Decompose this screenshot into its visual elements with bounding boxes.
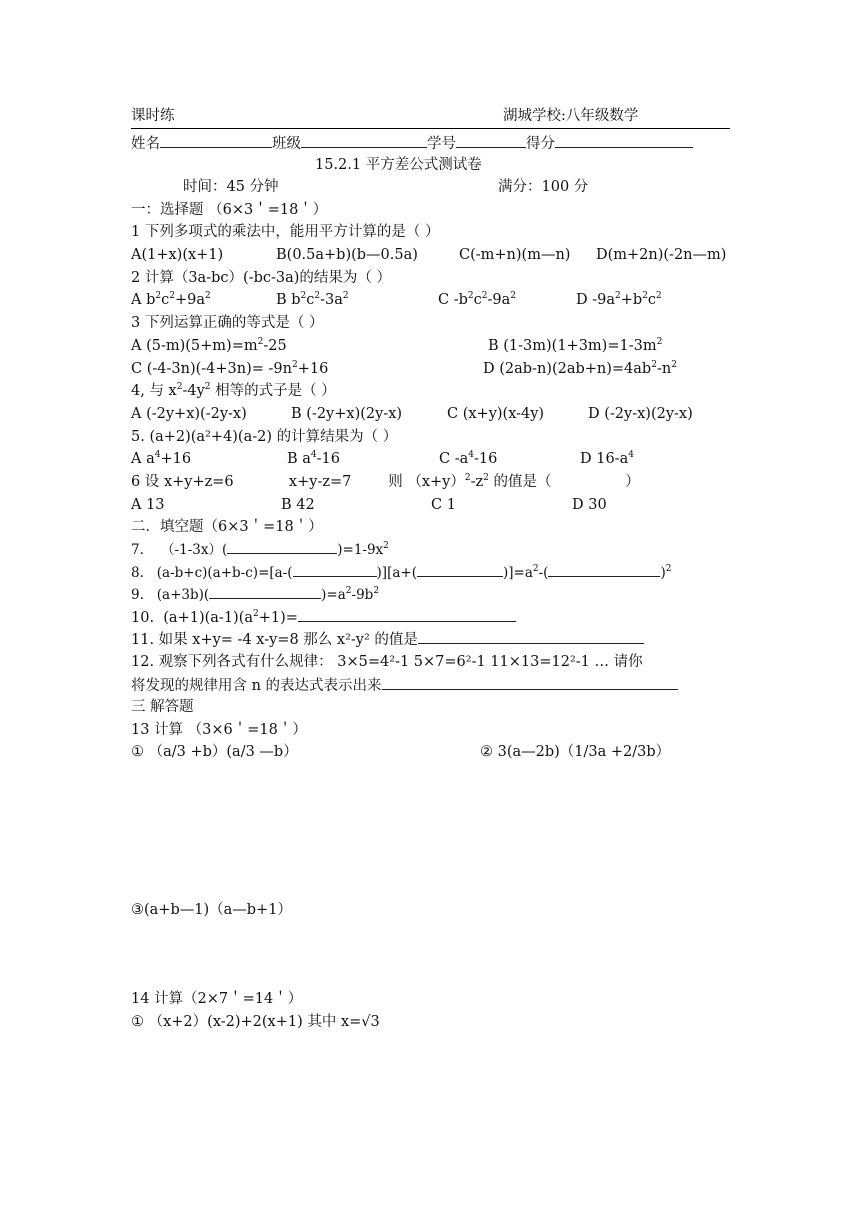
header-rule [131, 128, 730, 129]
q4-stem: 4, 与 $x^2-4y^2$ 相等的式子是（ ） [131, 382, 336, 399]
name-label: 姓名 [131, 136, 160, 152]
q6-option-a[interactable]: A 13 [131, 497, 165, 513]
full-score: 满分：100 分 [498, 179, 589, 195]
q8: 8. (a-b+c)(a+b-c)=[a-( )][a+( )]$=a^2-$( )$^2$ [131, 564, 672, 581]
q13-part-2: ② 3(a—2b)（1/3a +2/3b） [480, 744, 671, 760]
q11-text: 11. 如果 x+y= -4 x-y=8 那么 x²-y² 的值是 [131, 632, 418, 648]
score-label: 得分 [526, 136, 555, 152]
q2-stem: 2 计算（3a-bc）(-bc-3a)的结果为（ ） [131, 270, 392, 286]
page-title: 15.2.1 平方差公式测试卷 [315, 157, 482, 173]
q3-stem: 3 下列运算正确的等式是（ ） [131, 315, 324, 331]
q1-option-a[interactable]: A(1+x)(x+1) [131, 247, 224, 263]
q5-option-c[interactable]: C $-a^4-16$ [439, 450, 498, 467]
q5-stem: 5. (a+2)(a²+4)(a-2) 的计算结果为（ ） [131, 429, 398, 445]
q2-option-d[interactable]: D $-9a^2+b^2c^2$ [576, 291, 662, 308]
q4-option-d[interactable]: D (-2y-x)(2y-x) [588, 406, 693, 422]
q6-option-c[interactable]: C 1 [431, 497, 456, 513]
q8-blank-3[interactable] [548, 562, 660, 577]
q6-stem: 6 设 x+y+z=6 x+y-z=7 则 $(x+y)^2-z^2$ 的值是（ ） [131, 473, 640, 490]
q2-option-c[interactable]: C $-b^2c^2-9a^2$ [438, 291, 516, 308]
name-blank[interactable] [160, 133, 272, 148]
q5-option-d[interactable]: D $16-a^4$ [580, 450, 634, 467]
q9-blank[interactable] [209, 584, 321, 599]
q12-text: 将发现的规律用含 n 的表达式表示出来 [131, 678, 382, 694]
q5-option-b[interactable]: B $a^4-16$ [287, 450, 341, 467]
q14-part-1: ① （x+2）(x-2)+2(x+1) 其中 x=√3 [131, 1014, 380, 1030]
q12-blank[interactable] [382, 675, 678, 690]
header-left: 课时练 [131, 108, 175, 124]
q9: 9. (a+3b)( )$=a^2-9b^2$ [131, 586, 380, 603]
section-choice-heading: 一：选择题 （6×3＇=18＇） [131, 202, 328, 218]
student-info-line [131, 133, 693, 154]
q4-option-b[interactable]: B (-2y+x)(2y-x) [291, 406, 403, 422]
q10: 10. $(a+1)(a-1)(a^2+1)=$ [131, 607, 516, 628]
q3-option-a[interactable]: A $(5-m)(5+m)=m^2-25$ [131, 337, 287, 354]
time-limit: 时间：45 分钟 [183, 179, 279, 195]
q4-option-a[interactable]: A (-2y+x)(-2y-x) [131, 406, 247, 422]
score-blank[interactable] [555, 133, 693, 148]
q6-option-d[interactable]: D 30 [572, 497, 607, 513]
q11-blank[interactable] [418, 629, 644, 644]
q11 [131, 629, 644, 650]
id-label: 学号 [427, 136, 456, 152]
q1-option-d[interactable]: D(m+2n)(-2n—m) [596, 247, 727, 263]
q13-part-3: ③(a+b—1)（a—b+1） [131, 902, 292, 918]
q12-line-2 [131, 675, 678, 696]
q12-line-1: 12. 观察下列各式有什么规律： 3×5=4²-1 5×7=6²-1 11×13=12²-1 … 请你 [131, 654, 643, 670]
q7: 7. （-1-3x）( )$=1-9x^2$ [131, 541, 389, 558]
q1-option-b[interactable]: B(0.5a+b)(b—0.5a) [276, 247, 418, 263]
class-blank[interactable] [301, 133, 427, 148]
section-answer-heading: 三 解答题 [131, 699, 194, 715]
q1-option-c[interactable]: C(-m+n)(m—n) [459, 247, 571, 263]
q8-blank-1[interactable] [293, 562, 377, 577]
header-right: 湖城学校:八年级数学 [503, 108, 639, 124]
q4-option-c[interactable]: C (x+y)(x-4y) [447, 406, 545, 422]
class-label: 班级 [272, 136, 301, 152]
q13-part-1: ① （a/3 +b）(a/3 —b） [131, 744, 298, 760]
q2-option-b[interactable]: B $b^2c^2-3a^2$ [276, 291, 349, 308]
q7-blank[interactable] [227, 539, 337, 554]
q13-stem: 13 计算 （3×6＇=18＇） [131, 722, 307, 738]
q8-blank-2[interactable] [417, 562, 503, 577]
q3-option-d[interactable]: D $(2ab-n)(2ab+n)=4ab^2-n^2$ [483, 360, 677, 377]
q3-option-c[interactable]: C $(-4-3n)(-4+3n)= -9n^2+16$ [131, 360, 329, 377]
q3-option-b[interactable]: B $(1-3m)(1+3m)=1-3m^2$ [488, 337, 663, 354]
q5-option-a[interactable]: A $a^4+16$ [131, 450, 192, 467]
q10-blank[interactable] [298, 607, 516, 622]
q1-stem: 1 下列多项式的乘法中，能用平方计算的是（ ） [131, 224, 440, 240]
q14-stem: 14 计算（2×7＇=14＇） [131, 991, 303, 1007]
q2-option-a[interactable]: A $b^2c^2+9a^2$ [131, 291, 211, 308]
q6-option-b[interactable]: B 42 [281, 497, 315, 513]
section-fill-heading: 二．填空题（6×3＇=18＇） [131, 519, 323, 535]
id-blank[interactable] [456, 133, 526, 148]
